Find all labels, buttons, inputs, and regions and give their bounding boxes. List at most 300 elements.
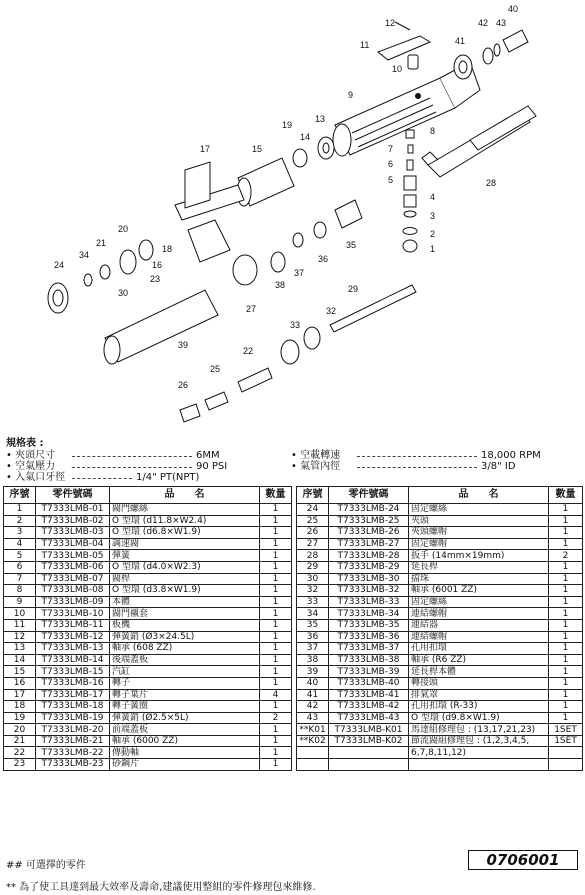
callout-37: 37 [294,268,305,278]
row-index: 2 [4,515,36,527]
part-number: T7333LMB-33 [329,596,409,608]
part-description: O 型環 (d9.8×W1.9) [409,712,549,724]
callout-41: 41 [455,36,466,46]
callout-4: 4 [430,192,436,202]
row-index: 36 [297,631,329,643]
row-index: 14 [4,654,36,666]
callout-5: 5 [388,175,394,185]
part-number: T7333LMB-41 [329,689,409,701]
callout-2: 2 [430,229,436,239]
row-index: 21 [4,735,36,747]
row-index [297,759,329,771]
part-quantity: 4 [260,689,292,701]
part-exhaust-cover [454,55,472,79]
table-row [297,735,583,747]
part-quantity: 1 [260,735,292,747]
row-index [297,747,329,759]
table-row [4,538,292,550]
table-row [297,689,583,701]
row-index: 7 [4,573,36,585]
header-index: 序號 [4,487,36,504]
row-index: 28 [297,550,329,562]
table-row [4,759,292,771]
part-number: T7333LMB-29 [329,561,409,573]
part-quantity: 1 [549,666,583,678]
callout-6: 6 [388,159,394,169]
part-description: 轉子葉片 [110,689,260,701]
spec-label: • 夾頭尺寸 [6,450,56,461]
part-trigger [378,36,430,60]
callout-39: 39 [178,340,189,350]
part-number: T7333LMB-26 [329,527,409,539]
part-description: 後端蓋板 [110,654,260,666]
part-number: T7333LMB-35 [329,619,409,631]
parts-table-left [3,486,292,771]
optional-parts-note: ## 可選擇的零件 [6,860,86,871]
row-index: 16 [4,677,36,689]
part-description: 前端蓋板 [110,724,260,736]
row-index: 38 [297,654,329,666]
part-quantity: 1 [260,585,292,597]
part-number: T7333LMB-08 [36,585,110,597]
table-row [297,538,583,550]
part-description: 扳手 (14mm×19mm) [409,550,549,562]
table-row [297,747,583,759]
part-description: 孔用扣環 (R-33) [409,701,549,713]
part-description: 轉接頭 [409,677,549,689]
table-row [297,561,583,573]
document-code: 0706001 [468,850,578,870]
part-valve-bushing [408,55,418,69]
part-retaining-ring [483,48,493,64]
table-row [4,561,292,573]
part-quantity: 1 [260,724,292,736]
part-quantity: 1 [260,654,292,666]
spec-title: 規格表 : [6,438,44,449]
table-row [297,701,583,713]
part-valve-stack [403,130,417,252]
part-number: T7333LMB-01 [36,504,110,516]
row-index: 29 [297,561,329,573]
part-number: T7333LMB-17 [36,689,110,701]
part-quantity: 1 [549,573,583,585]
row-index: 41 [297,689,329,701]
row-index: 22 [4,747,36,759]
part-description: 軸承 (6000 ZZ) [110,735,260,747]
part-number: T7333LMB-06 [36,561,110,573]
part-number: T7333LMB-36 [329,631,409,643]
row-index: 32 [297,585,329,597]
part-quantity: 1 [549,631,583,643]
spec-label: • 入氣口牙徑 [6,472,66,483]
callout-9: 9 [348,90,354,100]
part-quantity: 1 [260,504,292,516]
part-description: 6,7,8,11,12) [409,747,549,759]
callout-22: 22 [243,346,254,356]
part-number: T7333LMB-21 [36,735,110,747]
row-index: 40 [297,677,329,689]
table-row [4,527,292,539]
table-row [4,631,292,643]
row-index: 25 [297,515,329,527]
table-row [4,735,292,747]
part-number: T7333LMB-28 [329,550,409,562]
part-quantity: 1 [260,677,292,689]
part-quantity: 1SET [549,735,583,747]
callout-24: 24 [54,260,65,270]
spec-label: • 空載轉速 [291,450,341,461]
callout-8: 8 [430,126,436,136]
part-number: T7333LMB-13 [36,643,110,655]
part-number: T7333LMB-05 [36,550,110,562]
part-number: T7333LMB-07 [36,573,110,585]
row-index: 4 [4,538,36,550]
part-description: 固定螺絲 [409,504,549,516]
table-row [4,724,292,736]
row-index: 23 [4,759,36,771]
part-number: T7333LMB-39 [329,666,409,678]
part-quantity: 1 [260,596,292,608]
row-index: 1 [4,504,36,516]
callout-17: 17 [200,144,211,154]
table-row [297,573,583,585]
row-index: 20 [4,724,36,736]
table-row [297,759,583,771]
part-number: T7333LMB-04 [36,538,110,550]
part-number: T7333LMB-42 [329,701,409,713]
table-row [297,585,583,597]
row-index: 26 [297,527,329,539]
part-description: 彈簧銷 (Ø3×24.5L) [110,631,260,643]
part-number: T7333LMB-37 [329,643,409,655]
row-index: 30 [297,573,329,585]
part-description: O 型環 (d6.8×W1.9) [110,527,260,539]
callout-13: 13 [315,114,326,124]
callout-3: 3 [430,211,436,221]
part-quantity: 2 [549,550,583,562]
table-row [4,504,292,516]
row-index: 8 [4,585,36,597]
header-part-number: 零件號碼 [36,487,110,504]
callout-32: 32 [326,306,337,316]
table-row [4,585,292,597]
part-description: 夾頭 [409,515,549,527]
part-number: T7333LMB-25 [329,515,409,527]
part-number: T7333LMB-22 [36,747,110,759]
part-description: 閥門螺絲 [110,504,260,516]
part-description: 板機 [110,619,260,631]
table-row [297,527,583,539]
part-number: T7333LMB-34 [329,608,409,620]
part-number: T7333LMB-K01 [329,724,409,736]
part-number: T7333LMB-12 [36,631,110,643]
row-index: 11 [4,619,36,631]
part-description: O 型環 (d3.8×W1.9) [110,585,260,597]
part-quantity: 1SET [549,724,583,736]
part-quantity: 1 [549,689,583,701]
row-index: 24 [297,504,329,516]
part-quantity: 1 [549,701,583,713]
part-quantity: 1 [549,515,583,527]
header-part-number: 零件號碼 [329,487,409,504]
part-number: T7333LMB-27 [329,538,409,550]
part-description: 馬達組修理包 : (13,17,21,23) [409,724,549,736]
part-description [409,759,549,771]
part-description: 軸承 (608 ZZ) [110,643,260,655]
part-description: 排氣罩 [409,689,549,701]
part-number: T7333LMB-20 [36,724,110,736]
spec-row [6,461,581,472]
row-index: 18 [4,701,36,713]
row-index: 17 [4,689,36,701]
part-description: 轉子簧圈 [110,701,260,713]
part-quantity: 1 [549,504,583,516]
part-quantity: 1 [549,643,583,655]
row-index: 37 [297,643,329,655]
part-quantity: 1 [260,666,292,678]
table-row [297,654,583,666]
part-number: T7333LMB-23 [36,759,110,771]
table-row [297,550,583,562]
table-row [4,666,292,678]
part-lock-nut [48,283,68,313]
table-row [4,608,292,620]
callout-19: 19 [282,120,293,130]
part-number: T7333LMB-38 [329,654,409,666]
table-row [297,619,583,631]
callout-15: 15 [252,144,263,154]
callout-36: 36 [318,254,329,264]
part-quantity: 2 [260,712,292,724]
row-index: **K01 [297,724,329,736]
part-quantity: 1 [260,643,292,655]
part-coupler [335,200,362,228]
callout-14: 14 [300,132,311,142]
callout-21: 21 [96,238,107,248]
callout-42: 42 [478,18,489,28]
part-description: 汽缸 [110,666,260,678]
row-index: 15 [4,666,36,678]
table-row [4,701,292,713]
row-index: 35 [297,619,329,631]
table-row [4,573,292,585]
part-quantity: 1 [549,712,583,724]
row-index: 39 [297,666,329,678]
part-number: T7333LMB-24 [329,504,409,516]
callout-30: 30 [118,288,129,298]
table-row [297,712,583,724]
part-quantity [549,747,583,759]
header-index: 序號 [297,487,329,504]
callout-26: 26 [178,380,189,390]
part-quantity: 1 [549,538,583,550]
part-number: T7333LMB-16 [36,677,110,689]
part-quantity: 1 [260,527,292,539]
part-description: 孔用扣環 [409,643,549,655]
part-collet-nut [180,404,200,422]
row-index: 9 [4,596,36,608]
parts-table-right [296,486,583,771]
spec-value: 90 PSI [196,461,228,472]
spec-row [6,472,581,483]
callout-23: 23 [150,274,161,284]
table-row [4,643,292,655]
part-quantity: 1 [260,619,292,631]
row-index: 27 [297,538,329,550]
table-row [4,712,292,724]
row-index: 33 [297,596,329,608]
part-description: 延長桿本體 [409,666,549,678]
part-quantity: 1 [549,527,583,539]
part-description: O 型環 (d11.8×W2.4) [110,515,260,527]
callout-35: 35 [346,240,357,250]
part-quantity: 1 [260,561,292,573]
spec-value: 1/4" PT(NPT) [136,472,200,483]
table-row [4,619,292,631]
part-description: 調速閥 [110,538,260,550]
part-quantity: 1 [549,596,583,608]
part-drive-shaft [238,368,272,392]
spec-value: 3/8" ID [481,461,516,472]
row-index: 42 [297,701,329,713]
part-bearing-608 [318,137,334,159]
part-extension-body [105,290,218,362]
part-quantity: 1 [549,619,583,631]
row-index: 13 [4,643,36,655]
part-description: 固定螺絲 [409,596,549,608]
part-quantity: 1 [260,608,292,620]
repair-kit-note: ** 為了使工具達到最大效率及壽命,建議使用整組的零件修理包來維修. [6,882,316,893]
part-description: 節流閥組修理包 : (1,2,3,4,5, [409,735,549,747]
part-number: T7333LMB-10 [36,608,110,620]
part-quantity: 1 [260,550,292,562]
callout-25: 25 [210,364,221,374]
part-description: O 型環 (d4.0×W2.3) [110,561,260,573]
table-row [4,689,292,701]
row-index: 43 [297,712,329,724]
row-index: 3 [4,527,36,539]
table-row [4,677,292,689]
part-number [329,759,409,771]
callout-34: 34 [79,250,90,260]
table-row [4,747,292,759]
callout-11: 11 [360,40,370,50]
part-description: 轉子 [110,677,260,689]
table-row [4,596,292,608]
header-quantity: 數量 [549,487,583,504]
spec-label: • 空氣壓力 [6,461,56,472]
part-description: 夾頭螺帽 [409,527,549,539]
part-bearing-6000 [120,250,136,274]
part-description: 擋珠 [409,573,549,585]
spec-label: • 氣管內徑 [291,461,341,472]
row-index: 12 [4,631,36,643]
table-row [297,631,583,643]
header-description: 品 名 [409,487,549,504]
part-air-inlet-adapter [503,30,528,52]
part-quantity [549,759,583,771]
part-quantity: 1 [260,515,292,527]
table-row [297,677,583,689]
part-description: 延長桿 [409,561,549,573]
part-number: T7333LMB-30 [329,573,409,585]
part-quantity: 1 [260,573,292,585]
spec-row [6,450,581,461]
callout-27: 27 [246,304,257,314]
spec-value: 6MM [196,450,220,461]
table-row [297,608,583,620]
part-number: T7333LMB-15 [36,666,110,678]
part-quantity: 1 [260,747,292,759]
table-row [4,654,292,666]
part-extension-shaft [330,285,416,332]
part-description: 固定螺帽 [409,538,549,550]
part-quantity: 1 [549,608,583,620]
callout-18: 18 [162,244,173,254]
row-index: 19 [4,712,36,724]
row-index: **K02 [297,735,329,747]
callout-10: 10 [392,64,403,74]
part-fixing-nut [233,255,257,285]
row-index: 10 [4,608,36,620]
part-number: T7333LMB-09 [36,596,110,608]
part-quantity: 1 [549,654,583,666]
part-number: T7333LMB-14 [36,654,110,666]
part-description: 彈簧 [110,550,260,562]
part-description: 連結器 [409,619,549,631]
callout-7: 7 [388,144,394,154]
row-index: 34 [297,608,329,620]
part-number: T7333LMB-32 [329,585,409,597]
part-description: 閥門襯套 [110,608,260,620]
callout-33: 33 [290,320,301,330]
callout-16: 16 [152,260,163,270]
part-number: T7333LMB-19 [36,712,110,724]
table-row [297,724,583,736]
table-row [4,550,292,562]
part-description: 本體 [110,596,260,608]
table-row [297,596,583,608]
part-description: 軸承 (6001 ZZ) [409,585,549,597]
part-description: 閥桿 [110,573,260,585]
header-description: 品 名 [110,487,260,504]
header-quantity: 數量 [260,487,292,504]
part-description: 軸承 (R6 ZZ) [409,654,549,666]
callout-29: 29 [348,284,359,294]
callout-20: 20 [118,224,129,234]
table-row [297,666,583,678]
part-quantity: 1 [549,677,583,689]
table-row [4,515,292,527]
callout-28: 28 [486,178,497,188]
callout-12: 12 [385,18,396,28]
row-index: 6 [4,561,36,573]
table-row [297,643,583,655]
part-description: 連結螺帽 [409,608,549,620]
part-number [329,747,409,759]
part-number: T7333LMB-43 [329,712,409,724]
part-quantity: 1 [260,759,292,771]
part-description: 砂鋼片 [110,759,260,771]
callout-40: 40 [508,4,519,14]
part-quantity: 1 [549,561,583,573]
exploded-parts-diagram [0,0,585,432]
table-row [297,515,583,527]
part-number: T7333LMB-02 [36,515,110,527]
part-quantity: 1 [549,585,583,597]
part-quantity: 1 [260,538,292,550]
callout-43: 43 [496,18,507,28]
